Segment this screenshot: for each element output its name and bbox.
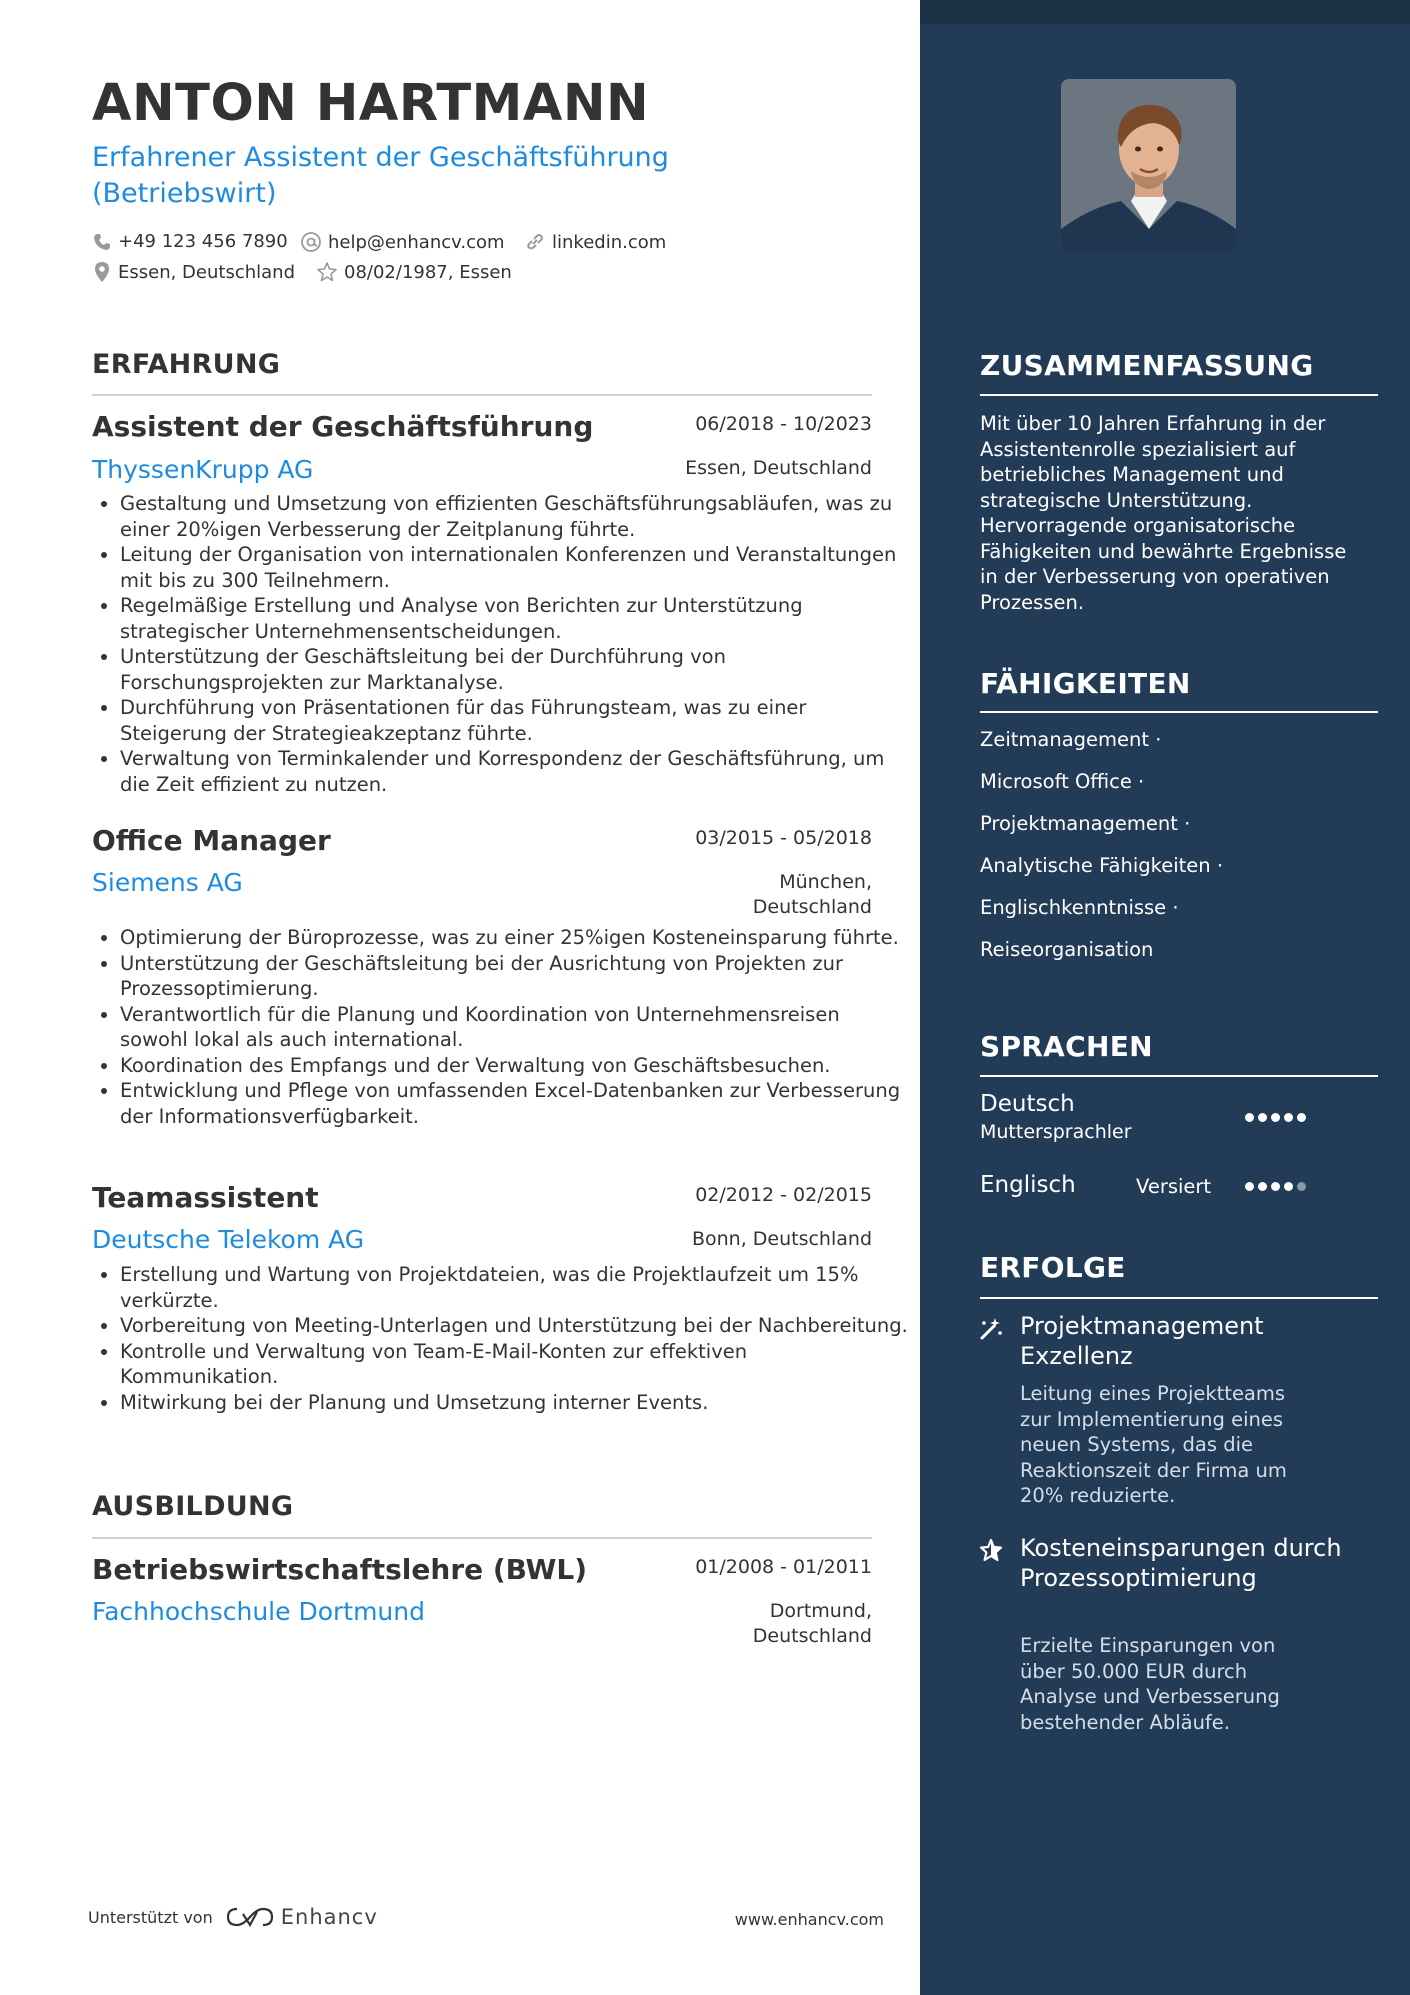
skill-item: Zeitmanagement ·	[980, 728, 1162, 751]
language-rating	[1245, 1182, 1306, 1191]
job-location-line: Deutschland	[752, 896, 872, 918]
education-divider	[92, 1537, 872, 1539]
language-rating	[1245, 1113, 1306, 1122]
job-title: Teamassistent	[92, 1181, 319, 1214]
link-text: linkedin.com	[552, 231, 667, 253]
skills-heading: FÄHIGKEITEN	[980, 667, 1191, 700]
achievements-heading: ERFOLGE	[980, 1251, 1126, 1284]
skill-item: Analytische Fähigkeiten ·	[980, 854, 1224, 877]
bullet-item: • Erstellung und Wartung von Projektdateien, was die Projektlaufzeit um 15% verkürzte.	[120, 1262, 910, 1313]
rating-dot-filled	[1271, 1113, 1280, 1122]
bullet-item: • Kontrolle und Verwaltung von Team-E-Mail-Konten zur effektiven Kommunikation.	[120, 1339, 910, 1390]
rating-dot-filled	[1258, 1113, 1267, 1122]
achievement-desc: Erzielte Einsparungen von über 50.000 EUR durch Analyse und Verbesserung bestehender Abläufe.	[1020, 1634, 1280, 1734]
profile-photo	[1061, 79, 1236, 253]
bullet-item: • Mitwirkung bei der Planung und Umsetzung interner Events.	[120, 1390, 910, 1416]
education-location	[753, 1599, 872, 1649]
sidebar	[920, 0, 1410, 1995]
contact-link[interactable]	[524, 231, 666, 253]
job-title: Assistent der Geschäftsführung	[92, 410, 594, 443]
location-text: Essen, Deutschland	[118, 261, 296, 283]
achievement-desc: Leitung eines Projektteams zur Implementierung eines neuen Systems, das die Reaktionszeit der Firma um 20% reduzierte.	[1020, 1382, 1287, 1507]
education-location-line: Dortmund,	[769, 1600, 872, 1622]
job-location	[753, 870, 872, 920]
job-bullets	[92, 1262, 910, 1415]
bullet-item: • Unterstützung der Geschäftsleitung bei der Ausrichtung von Projekten zur Prozessoptimierung.	[120, 951, 910, 1002]
footer-powered-by	[88, 1904, 378, 1930]
sidebar-top-bar	[920, 0, 1410, 24]
school-name[interactable]: Fachhochschule Dortmund	[92, 1597, 425, 1626]
achievement-title: Kosteneinsparungen durch Prozessoptimierung	[1020, 1534, 1342, 1592]
bullet-item: • Verwaltung von Terminkalender und Korrespondenz der Geschäftsführung, um die Zeit effizient zu nutzen.	[120, 746, 910, 797]
phone-icon	[92, 232, 112, 252]
job-location: Bonn, Deutschland	[691, 1228, 872, 1250]
birth-text: 08/02/1987, Essen	[344, 261, 512, 283]
job-location: Essen, Deutschland	[685, 457, 872, 479]
language-name: Deutsch	[980, 1091, 1075, 1117]
summary-divider	[980, 394, 1378, 396]
star-icon	[316, 261, 338, 283]
candidate-name: ANTON HARTMANN	[92, 74, 650, 133]
bullet-item: • Vorbereitung von Meeting-Unterlagen und Unterstützung bei der Nachbereitung.	[120, 1313, 910, 1339]
language-name: Englisch	[980, 1172, 1076, 1198]
education-date: 01/2008 - 01/2011	[695, 1556, 872, 1578]
bullet-item: • Unterstützung der Geschäftsleitung bei der Durchführung von Forschungsprojekten zur Marktanalyse.	[120, 644, 910, 695]
education-heading: AUSBILDUNG	[92, 1491, 294, 1522]
bullet-item: • Verantwortlich für die Planung und Koordination von Unternehmensreisen sowohl lokal als auch international.	[120, 1002, 910, 1053]
bullet-item: • Entwicklung und Pflege von umfassenden Excel-Datenbanken zur Verbesserung der Informationsverfügbarkeit.	[120, 1078, 910, 1129]
job-location-line: München,	[779, 871, 872, 893]
rating-dot-filled	[1245, 1113, 1254, 1122]
at-icon	[300, 231, 322, 253]
contact-email[interactable]	[300, 231, 505, 253]
skill-item: Microsoft Office ·	[980, 770, 1145, 793]
bullet-item: • Optimierung der Büroprozesse, was zu einer 25%igen Kosteneinsparung führte.	[120, 925, 910, 951]
star-sparkle-icon	[978, 1538, 1004, 1564]
achievements-divider	[980, 1297, 1378, 1299]
link-icon	[524, 231, 546, 253]
company-name[interactable]: Deutsche Telekom AG	[92, 1225, 365, 1254]
footer-url[interactable]: www.enhancv.com	[734, 1910, 884, 1929]
languages-heading: SPRACHEN	[980, 1030, 1153, 1063]
bullet-item: • Gestaltung und Umsetzung von effizienten Geschäftsführungsabläufen, was zu einer 20%igen Verbesserung der Zeitplanung führte.	[120, 491, 910, 542]
bullet-item: • Koordination des Empfangs und der Verwaltung von Geschäftsbesuchen.	[120, 1053, 910, 1079]
company-name[interactable]: Siemens AG	[92, 868, 243, 897]
job-date: 02/2012 - 02/2015	[695, 1184, 872, 1206]
bullet-item: • Regelmäßige Erstellung und Analyse von Berichten zur Unterstützung strategischer Unternehmensentscheidungen.	[120, 593, 910, 644]
skill-item: Reiseorganisation	[980, 938, 1154, 961]
email-text: help@enhancv.com	[328, 231, 505, 253]
languages-divider	[980, 1075, 1378, 1077]
experience-divider	[92, 394, 872, 396]
language-level: Versiert	[1136, 1175, 1212, 1198]
brand-text: Enhancv	[280, 1905, 378, 1929]
education-location-line: Deutschland	[752, 1625, 872, 1647]
job-bullets	[92, 491, 910, 797]
powered-by-text: Unterstützt von	[88, 1907, 213, 1927]
wand-icon	[978, 1316, 1004, 1342]
rating-dot-filled	[1245, 1182, 1254, 1191]
rating-dot-empty	[1297, 1182, 1306, 1191]
job-title: Office Manager	[92, 824, 331, 857]
contact-birth	[316, 261, 512, 283]
rating-dot-filled	[1258, 1182, 1267, 1191]
rating-dot-filled	[1271, 1182, 1280, 1191]
achievement-title: Projektmanagement Exzellenz	[1020, 1312, 1264, 1370]
bullet-item: • Leitung der Organisation von internationalen Konferenzen und Veranstaltungen mit bis zu 300 Teilnehmern.	[120, 542, 910, 593]
experience-heading: ERFAHRUNG	[92, 349, 281, 380]
company-name[interactable]: ThyssenKrupp AG	[92, 455, 314, 484]
summary-heading: ZUSAMMENFASSUNG	[980, 349, 1314, 382]
skill-item: Englischkenntnisse ·	[980, 896, 1179, 919]
job-bullets	[92, 925, 910, 1129]
rating-dot-filled	[1297, 1113, 1306, 1122]
summary-text: Mit über 10 Jahren Erfahrung in der Assistentenrolle spezialisiert auf betriebliches Management und strategische Unterstützung. Hervorragende organisatorische Fähigkeiten und bewährte Ergebnisse in der Verbesserung von operativen Prozessen.	[980, 412, 1347, 614]
language-level: Muttersprachler	[980, 1121, 1132, 1143]
rating-dot-filled	[1284, 1182, 1293, 1191]
avatar-illustration	[1061, 79, 1236, 253]
contact-phone[interactable]	[92, 231, 288, 252]
rating-dot-filled	[1284, 1113, 1293, 1122]
degree-title: Betriebswirtschaftslehre (BWL)	[92, 1553, 588, 1586]
bullet-item: • Durchführung von Präsentationen für das Führungsteam, was zu einer Steigerung der Strategieakzeptanz führte.	[120, 695, 910, 746]
enhancv-logo-icon	[225, 1904, 275, 1930]
job-date: 03/2015 - 05/2018	[695, 827, 872, 849]
skill-item: Projektmanagement ·	[980, 812, 1191, 835]
skills-divider	[980, 711, 1378, 713]
phone-text: +49 123 456 7890	[118, 231, 288, 252]
contact-location	[92, 261, 295, 283]
job-date: 06/2018 - 10/2023	[695, 413, 872, 435]
location-pin-icon	[92, 261, 112, 283]
candidate-role: Erfahrener Assistent der Geschäftsführung (Betriebswirt)	[92, 142, 669, 209]
